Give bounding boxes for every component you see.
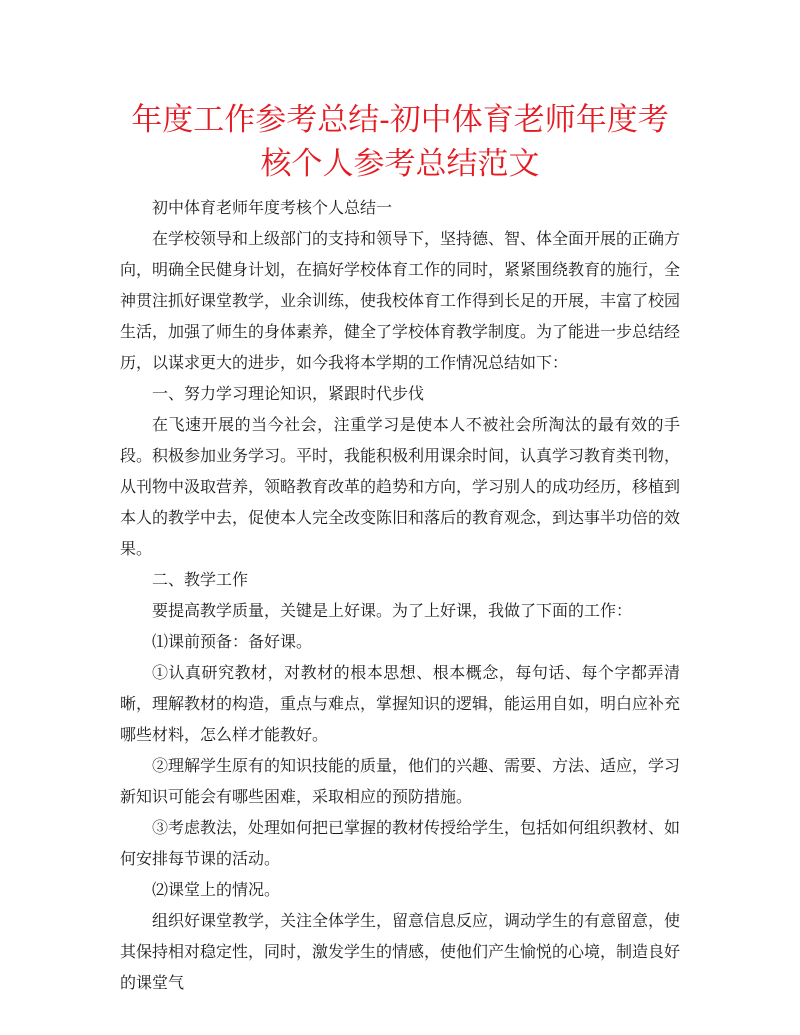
body-paragraph: ①认真研究教材，对教材的根本思想、根本概念，每句话、每个字都弄清晰，理解教材的构造，重点与难点，掌握知识的逻辑，能运用自如，明白应补充哪些材料，怎么样才能教好。 [120, 663, 681, 744]
subtitle-paragraph: 初中体育老师年度考核个人总结一 [152, 198, 393, 217]
body-paragraph: 要提高教学质量，关键是上好课。为了上好课，我做了下面的工作： [152, 601, 633, 620]
document-body [120, 192, 680, 998]
section-heading: 一、努力学习理论知识，紧跟时代步伐 [152, 384, 425, 403]
body-paragraph: 在学校领导和上级部门的支持和领导下，坚持德、智、体全面开展的正确方向，明确全民健身计划，在搞好学校体育工作的同时，紧紧围绕教育的施行，全神贯注抓好课堂教学，业余训练，使我校体育工作得到长足的开展，丰富了校园生活，加强了师生的身体素养，健全了学校体育教学制度。为了能进一步总结经历，以谋求更大的进步，如今我将本学期的工作情况总结如下： [120, 229, 681, 372]
body-paragraph: 组织好课堂教学，关注全体学生，留意信息反应，调动学生的有意留意，使其保持相对稳定性，同时，激发学生的情感，使他们产生愉悦的心境，制造良好的课堂气 [120, 911, 681, 992]
body-paragraph: ②理解学生原有的知识技能的质量，他们的兴趣、需要、方法、适应，学习新知识可能会有哪些困难，采取相应的预防措施。 [120, 756, 681, 806]
subsection-heading: ⑵课堂上的情况。 [152, 880, 281, 899]
body-paragraph: ③考虑教法，处理如何把已掌握的教材传授给学生，包括如何组织教材、如何安排每节课的活动。 [120, 818, 681, 868]
document-title: 年度工作参考总结-初中体育老师年度考核个人参考总结范文 [131, 102, 669, 182]
section-heading: 二、教学工作 [152, 570, 249, 589]
body-paragraph: 在飞速开展的当今社会，注重学习是使本人不被社会所淘汰的最有效的手段。积极参加业务学习。平时，我能积极利用课余时间，认真学习教育类刊物，从刊物中汲取营养，领略教育改革的趋势和方向，学习别人的成功经历，移植到本人的教学中去，促使本人完全改变陈旧和落后的教育观念，到达事半功倍的效果。 [120, 415, 681, 558]
subsection-heading: ⑴课前预备：备好课。 [152, 632, 313, 651]
